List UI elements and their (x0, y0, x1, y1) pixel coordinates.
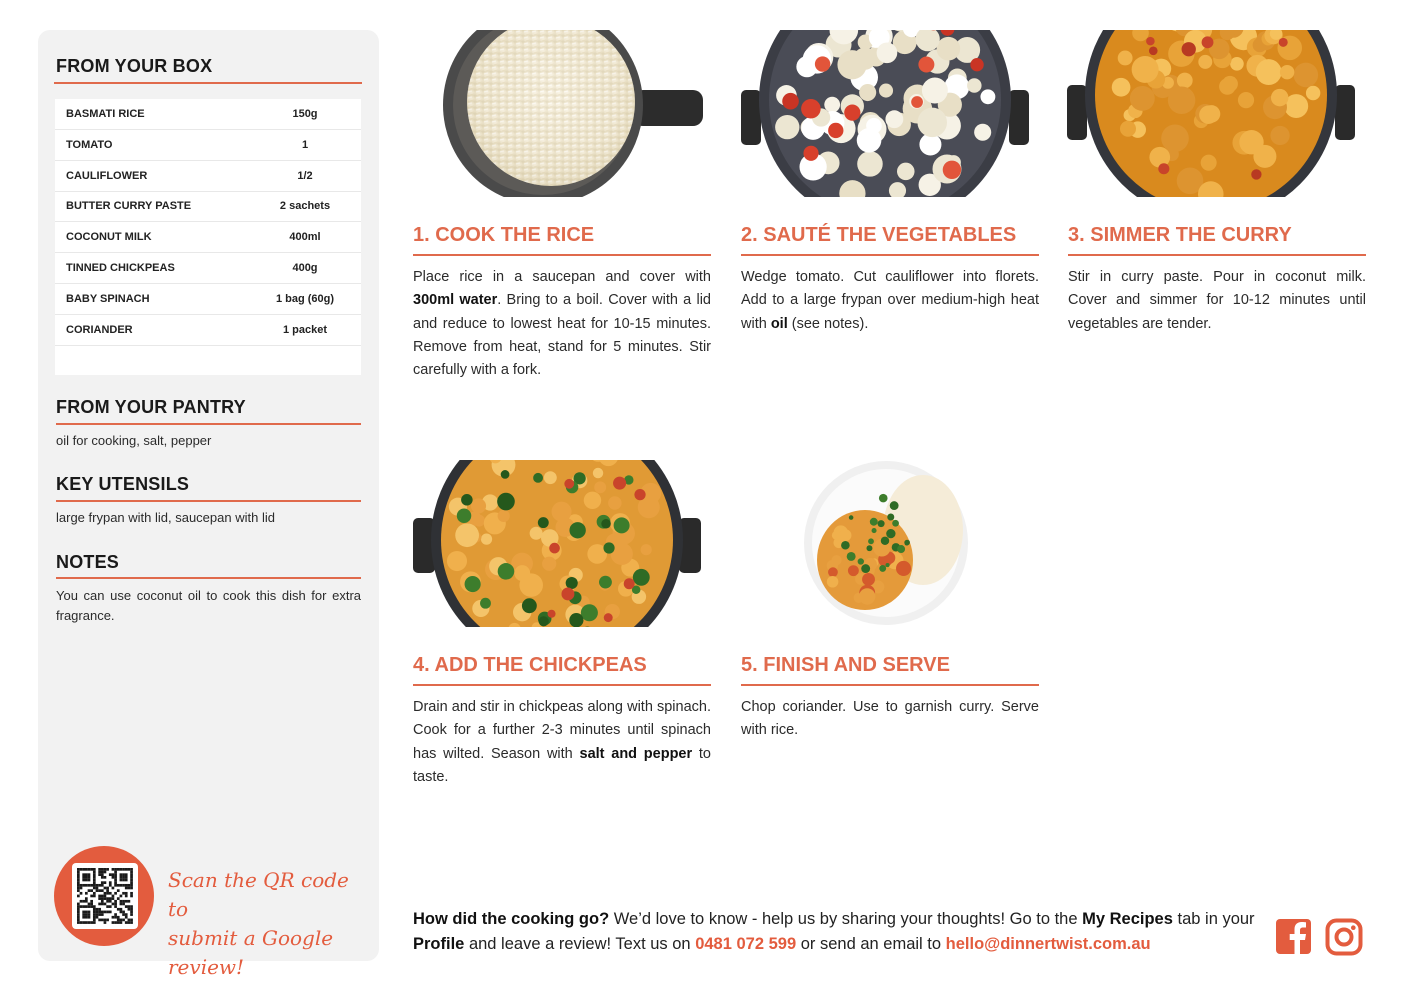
text-run: Profile (413, 935, 465, 953)
ingredient-name: BUTTER CURRY PASTE (66, 200, 192, 213)
step-4-image (413, 460, 701, 627)
ingredient-quantity: 400g (292, 262, 318, 274)
step-3-body (1068, 266, 1366, 336)
step-1-image (443, 30, 703, 197)
text-run: How did the cooking go? (413, 910, 610, 928)
ingredient-name: CAULIFLOWER (66, 169, 148, 182)
ingredient-row (55, 253, 361, 284)
text-run: (see notes). (787, 315, 869, 332)
pantry-text: oil for cooking, salt, pepper (56, 433, 212, 448)
text-run: We’d love to know - help us by sharing your thoughts! Go to the (609, 910, 1083, 928)
step-2-title: 2. SAUTÉ THE VEGETABLES (741, 224, 1039, 256)
step-1-title: 1. COOK THE RICE (413, 224, 711, 256)
step-4-body (413, 696, 711, 789)
text-run: . Bring to a boil. Cover with a lid and reduce to lowest heat for 10-15 minutes. Remove from heat, stand for 5 minutes. Stir carefully with a fork. (413, 292, 711, 379)
ingredient-row (55, 284, 361, 315)
pantry-heading: FROM YOUR PANTRY (56, 397, 246, 417)
text-run: to taste. (413, 745, 711, 785)
qr-caption (168, 866, 368, 982)
text-run: and leave a review! Text us on (464, 935, 696, 953)
ingredient-quantity: 400ml (289, 231, 321, 244)
notes-heading-rule (56, 577, 361, 579)
qr-caption-line1: Scan the QR code to (168, 868, 349, 921)
text-run: Chop coriander. Use to garnish curry. Serve with rice. (741, 699, 1039, 739)
step-3-image (1067, 30, 1355, 197)
ingredient-name: BABY SPINACH (66, 292, 150, 305)
box-heading: FROM YOUR BOX (56, 56, 213, 76)
instagram-icon[interactable] (1325, 918, 1363, 956)
text-run: Stir in curry paste. Pour in coconut milk. Cover and simmer for 10-12 minutes until vegetables are tender. (1068, 269, 1366, 332)
ingredient-quantity: 150g (292, 108, 318, 120)
review-footer (413, 907, 1263, 957)
ingredient-row (55, 191, 361, 222)
text-run: tab in your (1172, 910, 1255, 928)
text-run: Wedge tomato. Cut cauliflower into florets. Add to a large frypan over medium-high heat with (741, 269, 1039, 332)
utensils-heading-rule (56, 500, 361, 502)
notes-heading: NOTES (56, 552, 120, 572)
text-run: 300ml water (413, 292, 498, 309)
ingredient-name: TOMATO (66, 138, 113, 151)
ingredient-row (55, 130, 361, 161)
qr-badge[interactable] (54, 846, 154, 946)
step-1-body (413, 266, 711, 382)
ingredient-row (55, 222, 361, 253)
ingredient-row (55, 315, 361, 346)
ingredient-name: TINNED CHICKPEAS (66, 262, 175, 274)
text-run: My Recipes (1082, 910, 1173, 928)
notes-text: You can use coconut oil to cook this dish for extra fragrance. (56, 588, 361, 623)
ingredients-sidebar (38, 30, 379, 979)
step-5-body (741, 696, 1039, 743)
box-ingredients-table (55, 99, 361, 375)
step-2-body (741, 266, 1039, 336)
ingredient-quantity: 1 packet (282, 323, 328, 336)
text-run: Drain and stir in chickpeas along with spinach. Cook for a further 2-3 minutes until spinach has wilted. Season with (413, 699, 711, 762)
contact-link[interactable]: 0481 072 599 (695, 935, 797, 953)
box-heading-rule (54, 82, 362, 84)
utensils-text: large frypan with lid, saucepan with lid (56, 510, 275, 525)
text-run: salt and pepper (579, 745, 693, 762)
utensils-heading: KEY UTENSILS (56, 474, 190, 494)
contact-link[interactable]: hello@dinnertwist.com.au (945, 935, 1151, 953)
text-run: Place rice in a saucepan and cover with (413, 269, 711, 285)
step-2-image (741, 30, 1029, 197)
facebook-icon[interactable] (1276, 918, 1314, 956)
ingredient-quantity: 1 bag (60g) (275, 292, 335, 305)
step-4-title: 4. ADD THE CHICKPEAS (413, 654, 711, 686)
qr-code-icon[interactable] (72, 863, 138, 929)
ingredient-row (55, 161, 361, 192)
ingredient-quantity: 2 sachets (279, 200, 331, 213)
ingredient-quantity: 1/2 (297, 169, 313, 182)
qr-caption-line2: submit a Google review! (168, 926, 334, 979)
text-run: or send an email to (796, 935, 946, 953)
ingredient-name: CORIANDER (66, 323, 133, 336)
pantry-heading-rule (56, 423, 361, 425)
ingredient-name: BASMATI RICE (66, 108, 145, 120)
step-5-image (803, 460, 969, 627)
step-3-title: 3. SIMMER THE CURRY (1068, 224, 1366, 256)
text-run: oil (770, 315, 788, 332)
ingredient-name: COCONUT MILK (66, 231, 152, 244)
step-5-title: 5. FINISH AND SERVE (741, 654, 1039, 686)
ingredient-row (55, 99, 361, 130)
ingredient-quantity: 1 (301, 138, 309, 151)
